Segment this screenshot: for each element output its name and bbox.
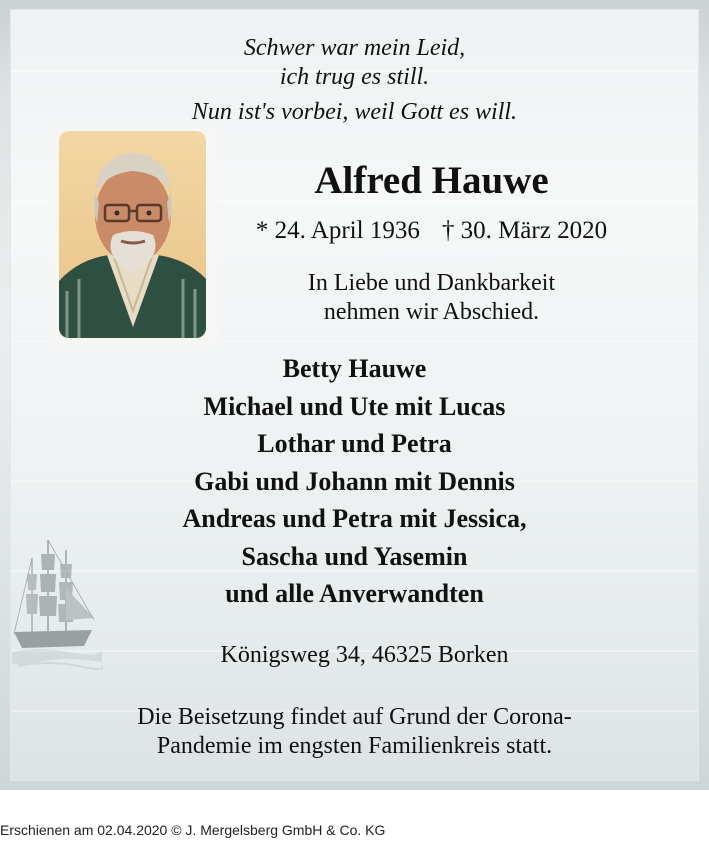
family-list	[0, 350, 709, 613]
funeral-note-line-2: Pandemie im engsten Familienkreis statt.	[156, 733, 553, 759]
address: Königsweg 34, 46325 Borken	[220, 642, 509, 668]
verse-line-3: Nun ist's vorbei, weil Gott es will.	[191, 99, 518, 125]
birth-date: * 24. April 1936	[255, 217, 420, 244]
intro-line-1: In Liebe und Dankbarkeit	[307, 270, 556, 296]
verse-line-2: ich trug es still.	[279, 64, 430, 90]
family-member: Lothar und Petra	[257, 429, 452, 458]
intro-line-2: nehmen wir Abschied.	[323, 299, 540, 325]
life-dates	[67, 216, 709, 246]
family-member: Gabi und Johann mit Dennis	[194, 466, 515, 496]
death-date: † 30. März 2020	[441, 217, 608, 244]
verse-line-1: Schwer war mein Leid,	[243, 35, 466, 61]
funeral-note-line-1: Die Beisetzung findet auf Grund der Corona-	[137, 704, 572, 730]
family-member: Andreas und Petra mit Jessica,	[182, 504, 527, 533]
family-member: Sascha und Yasemin	[241, 541, 468, 571]
publication-footer: Erschienen am 02.04.2020 © J. Mergelsberg GmbH & Co. KG	[0, 822, 386, 838]
family-member: Michael und Ute mit Lucas	[203, 391, 506, 421]
family-member: und alle Anverwandten	[225, 579, 484, 608]
family-member: Betty Hauwe	[282, 354, 427, 383]
deceased-name: Alfred Hauwe	[314, 159, 549, 202]
